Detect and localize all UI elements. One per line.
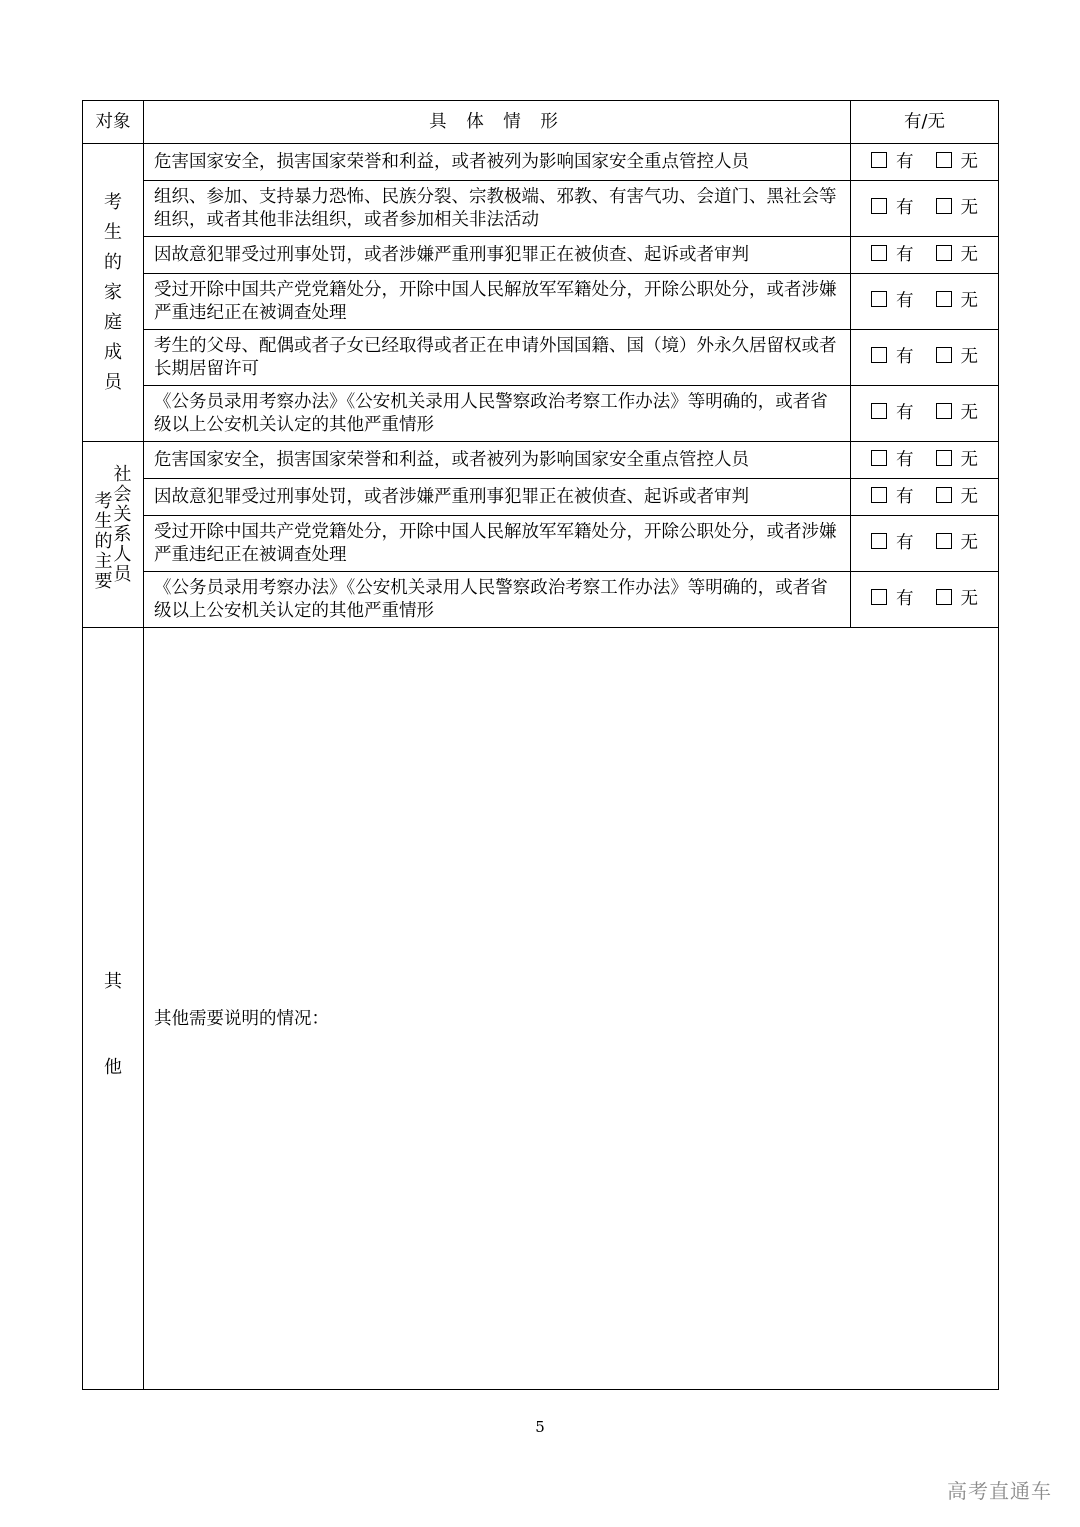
family-row-5-choice bbox=[851, 330, 999, 386]
yes-option[interactable]: 有 bbox=[871, 197, 914, 220]
yes-option[interactable]: 有 bbox=[871, 290, 914, 313]
watermark: 高考直通车 bbox=[947, 1479, 1052, 1503]
yes-option[interactable]: 有 bbox=[871, 449, 914, 472]
checkbox-icon[interactable] bbox=[871, 347, 887, 363]
social-row-2-text: 因故意犯罪受过刑事处罚，或者涉嫌严重刑事犯罪正在被侦查、起诉或者审判 bbox=[144, 479, 851, 516]
yes-option[interactable]: 有 bbox=[871, 346, 914, 369]
no-option[interactable]: 无 bbox=[936, 532, 979, 555]
checkbox-icon[interactable] bbox=[871, 245, 887, 261]
family-row-2-choice bbox=[851, 181, 999, 237]
no-option[interactable]: 无 bbox=[936, 290, 979, 313]
checkbox-icon[interactable] bbox=[871, 450, 887, 466]
checkbox-icon[interactable] bbox=[936, 589, 952, 605]
social-row-2-choice bbox=[851, 479, 999, 516]
family-row-4-choice bbox=[851, 274, 999, 330]
no-option[interactable]: 无 bbox=[936, 486, 979, 509]
no-option[interactable]: 无 bbox=[936, 197, 979, 220]
social-row-1-text: 危害国家安全，损害国家荣誉和利益，或者被列为影响国家安全重点管控人员 bbox=[144, 442, 851, 479]
other-label: 其 他 bbox=[83, 628, 144, 1390]
no-option[interactable]: 无 bbox=[936, 346, 979, 369]
family-row bbox=[83, 237, 999, 274]
checkbox-icon[interactable] bbox=[871, 533, 887, 549]
no-option[interactable]: 无 bbox=[936, 402, 979, 425]
other-row bbox=[83, 628, 999, 1390]
checkbox-icon[interactable] bbox=[936, 291, 952, 307]
checkbox-icon[interactable] bbox=[871, 152, 887, 168]
social-row bbox=[83, 516, 999, 572]
header-row bbox=[83, 101, 999, 144]
checkbox-icon[interactable] bbox=[936, 152, 952, 168]
no-option[interactable]: 无 bbox=[936, 449, 979, 472]
checkbox-icon[interactable] bbox=[936, 533, 952, 549]
family-members-label: 考生的家庭成员 bbox=[83, 144, 144, 442]
social-row-1-choice bbox=[851, 442, 999, 479]
family-row bbox=[83, 386, 999, 442]
family-row-4-text: 受过开除中国共产党党籍处分，开除中国人民解放军军籍处分，开除公职处分，或者涉嫌严重违纪正在被调查处理 bbox=[144, 274, 851, 330]
header-object: 对象 bbox=[83, 101, 144, 144]
social-row-3-choice bbox=[851, 516, 999, 572]
social-row bbox=[83, 442, 999, 479]
yes-option[interactable]: 有 bbox=[871, 588, 914, 611]
yes-option[interactable]: 有 bbox=[871, 244, 914, 267]
family-row-2-text: 组织、参加、支持暴力恐怖、民族分裂、宗教极端、邪教、有害气功、会道门、黑社会等组织，或者其他非法组织，或者参加相关非法活动 bbox=[144, 181, 851, 237]
checkbox-icon[interactable] bbox=[871, 403, 887, 419]
other-notes-field[interactable] bbox=[144, 628, 999, 1390]
social-row-4-choice bbox=[851, 572, 999, 628]
header-has-none: 有/无 bbox=[851, 101, 999, 144]
yes-option[interactable]: 有 bbox=[871, 486, 914, 509]
checkbox-icon[interactable] bbox=[936, 347, 952, 363]
checkbox-icon[interactable] bbox=[871, 487, 887, 503]
yes-option[interactable]: 有 bbox=[871, 151, 914, 174]
no-option[interactable]: 无 bbox=[936, 151, 979, 174]
family-row-3-choice bbox=[851, 237, 999, 274]
checkbox-icon[interactable] bbox=[936, 487, 952, 503]
checkbox-icon[interactable] bbox=[936, 403, 952, 419]
header-description: 具 体 情 形 bbox=[144, 101, 851, 144]
family-row-6-text: 《公务员录用考察办法》《公安机关录用人民警察政治考察工作办法》等明确的，或者省级以上公安机关认定的其他严重情形 bbox=[144, 386, 851, 442]
family-row bbox=[83, 181, 999, 237]
family-row-5-text: 考生的父母、配偶或者子女已经取得或者正在申请外国国籍、国（境）外永久居留权或者长期居留许可 bbox=[144, 330, 851, 386]
page-number: 5 bbox=[535, 1418, 545, 1436]
review-form-table bbox=[82, 100, 999, 1390]
social-relations-label: 考生的主要 社会关系人员 bbox=[83, 442, 144, 628]
checkbox-icon[interactable] bbox=[936, 198, 952, 214]
social-row-3-text: 受过开除中国共产党党籍处分，开除中国人民解放军军籍处分，开除公职处分，或者涉嫌严重违纪正在被调查处理 bbox=[144, 516, 851, 572]
family-row bbox=[83, 330, 999, 386]
social-row bbox=[83, 479, 999, 516]
checkbox-icon[interactable] bbox=[871, 198, 887, 214]
yes-option[interactable]: 有 bbox=[871, 532, 914, 555]
checkbox-icon[interactable] bbox=[871, 291, 887, 307]
family-row-3-text: 因故意犯罪受过刑事处罚，或者涉嫌严重刑事犯罪正在被侦查、起诉或者审判 bbox=[144, 237, 851, 274]
social-row bbox=[83, 572, 999, 628]
checkbox-icon[interactable] bbox=[936, 245, 952, 261]
family-row-1-choice bbox=[851, 144, 999, 181]
checkbox-icon[interactable] bbox=[936, 450, 952, 466]
family-row bbox=[83, 274, 999, 330]
family-row-6-choice bbox=[851, 386, 999, 442]
social-row-4-text: 《公务员录用考察办法》《公安机关录用人民警察政治考察工作办法》等明确的，或者省级以上公安机关认定的其他严重情形 bbox=[144, 572, 851, 628]
yes-option[interactable]: 有 bbox=[871, 402, 914, 425]
checkbox-icon[interactable] bbox=[871, 589, 887, 605]
family-row bbox=[83, 144, 999, 181]
other-notes-prompt: 其他需要说明的情况： bbox=[154, 1009, 329, 1029]
family-row-1-text: 危害国家安全，损害国家荣誉和利益，或者被列为影响国家安全重点管控人员 bbox=[144, 144, 851, 181]
no-option[interactable]: 无 bbox=[936, 588, 979, 611]
no-option[interactable]: 无 bbox=[936, 244, 979, 267]
